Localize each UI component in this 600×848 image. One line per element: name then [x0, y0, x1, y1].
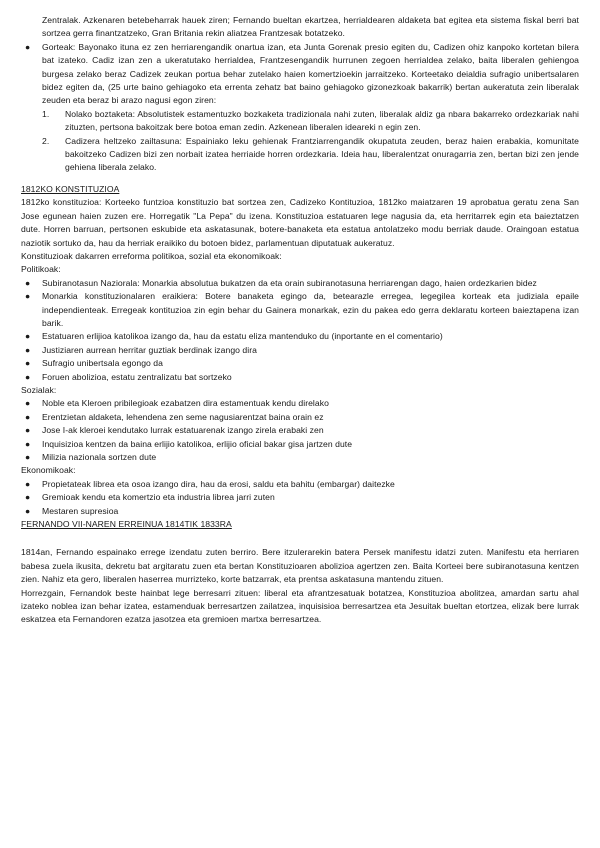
- list-item: [21, 438, 579, 451]
- bullet-icon: ●: [25, 358, 31, 369]
- item-text: Nolako boztaketa: Absolutistek estamentuzko bozkaketa tradizionala nahi zuten, liberalak aldiz ga nbara bakarreko ordezkariak nahi zituzten, pertsona bakoitzak bere botoa eman zedin. Azkenean liberalen ideareki n egin zen.: [65, 108, 579, 133]
- bullet-icon: ●: [25, 411, 31, 422]
- list-item: [21, 277, 579, 290]
- list-item: [21, 411, 579, 424]
- list-item: [21, 371, 579, 384]
- bullet-icon: ●: [25, 41, 31, 52]
- bullet-icon: ●: [25, 371, 31, 382]
- list-item-text: Subiranotasun Naziorala: Monarkia absolutua bukatzen da eta orain subiranotasuna herriarengan dago, haien ordezkarien bidez: [42, 277, 537, 288]
- bullet-icon: ●: [25, 331, 31, 342]
- list-item-text: Erentzietan aldaketa, lehendena zen seme nagusiarentzat baina orain ez: [42, 411, 324, 422]
- ekonomikoak-list: [21, 478, 579, 518]
- list-item-text: Monarkia konstituzionalaren eraikiera: Botere banaketa egingo da, betearazle erregea, legegilea korteak eta judiziala epaile independienteak. Erregeak kontituzioa zin egin behar du Gainera monarkak, ezin du pakea edo gerra deklaratu korteen baieztapena izan barik.: [42, 291, 579, 328]
- intro-continuation: Zentralak. Azkenaren betebeharrak hauek ziren; Fernando bueltan ekartzea, herrialdearen aldaketa bat egitea eta sistema fiskal berri bat sortzea gerra finantzatzeko, Gran Britania rekin aliatzea Frantzesak botatzeko.: [42, 15, 579, 39]
- list-item-text: Milizia nazionala sortzen dute: [42, 452, 157, 462]
- numbered-item-1: [42, 108, 579, 135]
- konstituzioa-paragraph: 1812ko konstituzioa: Korteeko funtzioa konstituzio bat sortzea zen, Cadizeko Kontituzioa, 1812ko maiatzaren 19 aprobatua geratu zena San Jose egunean haien zuzen ere. Horregatik "La Pepa" du izena. Konstituzioa estatuaren lege nagusia da, eta herritarrek egin eta baieztatzen dute. Horren barruan, pertsonen eskubide eta askatasunak, botere-banaketa eta estatua antolatzeko modu berriak daude. Oraingoan estatua naziotik sortuko da, hau da herriak eraikiko du botoen bidez, parlamentuan diputatuak aukeratuz.: [21, 197, 579, 248]
- list-item: [21, 505, 579, 518]
- politikoak-list: [21, 277, 579, 384]
- list-item-text: Gremioak kendu eta komertzio eta industria librea jarri zuten: [42, 492, 275, 503]
- gorteak-numbered-list: [21, 108, 579, 175]
- list-item: [21, 491, 579, 504]
- list-item-text: Inquisizioa kentzen da baina erlijio katolikoa, erlijio oficial bakar gisa jartzen dute: [42, 438, 353, 449]
- sozialak-label: Sozialak:: [21, 384, 57, 395]
- konstituzioa-heading: 1812KO KONSTITUZIOA: [21, 183, 120, 194]
- gorteak-text: Gorteak: Bayonako ituna ez zen herriarengandik onartua izan, eta Junta Gorenak presio egiten du, Cadizen ohiz kanpoko kortetan bilera bat izateko. Cadiz izan zen a ukeratutako herrialdea, Frantzesengandik hurrunen zegoen herrialdea zelako, baita liberalen gehiengoa burgesa zelako beraz Cadizek zeukan portua behar zutelako haien komertzioekin jarraitzeko. Korteetako deialdia sufragio unibertsalaren bidez egiten da, (25 urte baino gehiagoko eta errenta zehatz bat baino gehiagoko gizonezkoak bakarrik) bertan aukeratuta zein liberalak zeuden eta beraz bi arazo nagusi egon ziren:: [42, 41, 579, 106]
- list-item-text: Sufragio unibertsala egongo da: [42, 358, 163, 369]
- bullet-icon: ●: [25, 492, 31, 503]
- list-item: [21, 357, 579, 370]
- bullet-icon: ●: [25, 398, 31, 409]
- bullet-icon: ●: [25, 438, 31, 449]
- ekonomikoak-label: Ekonomikoak:: [21, 465, 76, 476]
- bullet-icon: ●: [25, 478, 31, 489]
- list-item: [21, 424, 579, 437]
- bullet-icon: ●: [25, 452, 31, 462]
- list-item-text: Noble eta Kleroen pribilegioak ezabatzen dira estamentuak kendu direlako: [42, 398, 329, 409]
- list-item-gorteak: [21, 41, 579, 108]
- bullet-icon: ●: [25, 344, 31, 355]
- list-item-text: Mestaren supresioa: [42, 505, 119, 516]
- list-item: [21, 344, 579, 357]
- item-number: 1.: [42, 108, 50, 119]
- list-item-text: Foruen abolizioa, estatu zentralizatu bat sortzeko: [42, 371, 232, 382]
- politikoak-label: Politikoak:: [21, 264, 61, 275]
- bullet-icon: ●: [25, 291, 31, 302]
- list-item-text: Propietateak librea eta osoa izango dira, hau da erosi, saldu eta bahitu (embargar) daitezke: [42, 478, 395, 489]
- item-text: Cadizera heltzeko zailtasuna: Espainiako leku gehienak Frantziarrengandik okupatuta zeuden, beraz haien erabakia, komunitate bakoitzeko Cadizen bizi zen norbait izatea herriaide horren ordezkaria. Ideia hau, liberalentzat onuragarria zen, bertan bizi zen jende gehiena liberala zelako.: [65, 135, 579, 173]
- list-item: [21, 290, 579, 330]
- fernando-paragraph-1: 1814an, Fernando espainako errege izendatu zuten berriro. Bere itzulerarekin batera Persek manifestu idatzi zuten. Manifestu eta herriaren babesa zuela ikusita, dekretu bat argitaratu zuen eta bertan Konstituzioaren abolizioa agertzen zen. Baita Korteei bere subiranotasuna kentzen zien. Nahiz eta gero, liberalen haserrea murrizteko, korte batzarrak, eta prentsa askatasuna mantendu zituen.: [21, 547, 579, 585]
- fernando-heading: FERNANDO VII-NAREN ERREINUA 1814TIK 1833RA: [21, 519, 232, 530]
- list-item: [21, 397, 579, 410]
- fernando-paragraph-2: Horrezgain, Fernandok beste hainbat lege berresarri zituen: liberal eta afrantzesatuak botatzea, Konstituzioa abolitzea, amardan sartu ahal izateko noblea izan behar izatea, estamenduak berresartzen zailatzea, inquisisioa berresartzea eta Jesuitak bueltan etortzea, elizak bere lurrak eskatzea eta Fernandoren ezatza jasotzea eta gremioen martxa berresartzea.: [21, 587, 579, 625]
- list-item: [21, 478, 579, 491]
- item-number: 2.: [42, 135, 50, 146]
- numbered-item-2: [42, 135, 579, 175]
- bullet-icon: ●: [25, 425, 31, 436]
- reforma-intro: Konstituzioak dakarren erreforma politikoa, sozial eta ekonomikoak:: [21, 250, 282, 261]
- bullet-icon: ●: [25, 277, 31, 288]
- list-item-text: Jose I-ak kleroei kendutako lurrak estatuarenak izango zirela erabaki zen: [42, 425, 324, 436]
- sozialak-list: [21, 397, 579, 464]
- list-item: [21, 330, 579, 343]
- gorteak-list: [21, 41, 579, 108]
- bullet-icon: ●: [25, 505, 31, 516]
- list-item: [21, 451, 579, 464]
- list-item-text: Justiziaren aurrean herritar guztiak berdinak izango dira: [42, 344, 257, 355]
- list-item-text: Estatuaren erlijioa katolikoa izango da, hau da estatu eliza mantenduko du (inportante en el comentario): [42, 331, 443, 342]
